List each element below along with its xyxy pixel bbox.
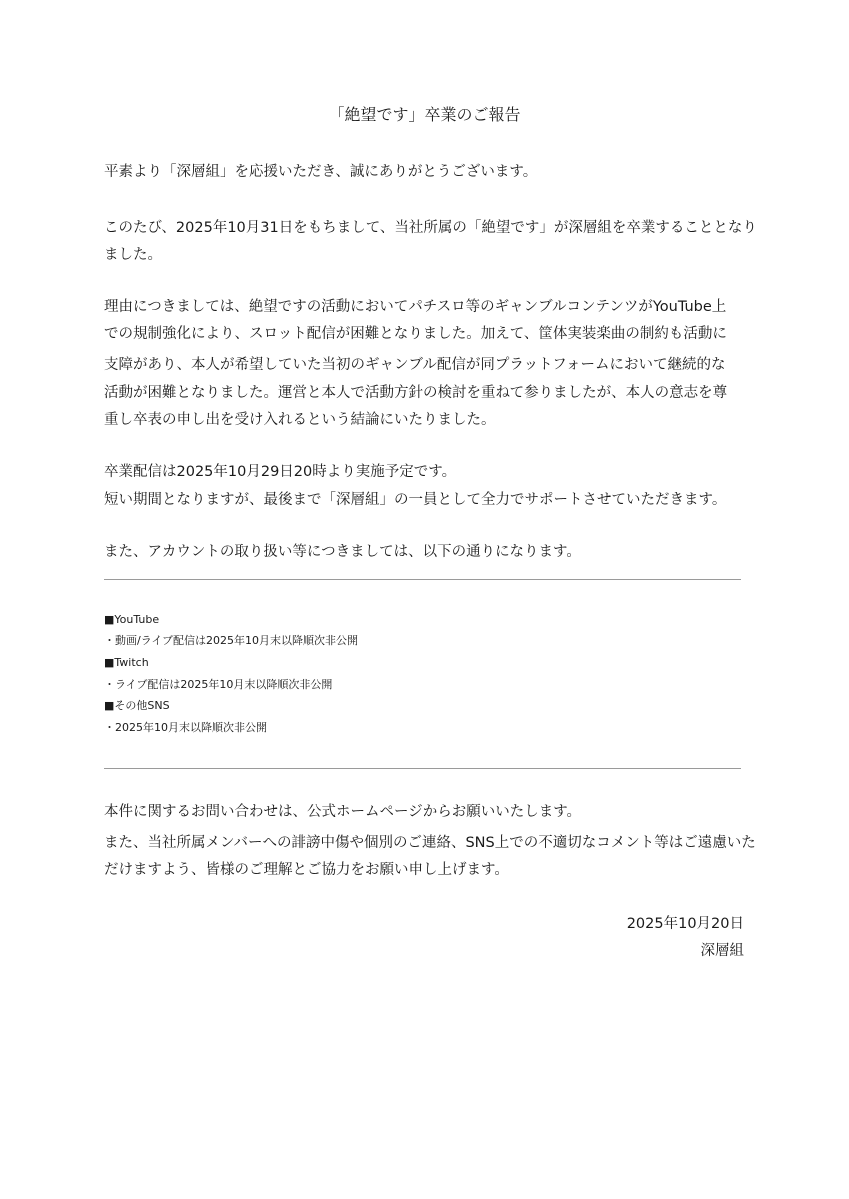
accounts-youtube-detail: ・動画/ライブ配信は2025年10月末以降順次非公開 [104, 634, 359, 647]
closing-line-3: だけますよう、皆様のご理解とご協力をお願い申し上げます。 [104, 862, 509, 878]
accounts-youtube-heading: ■YouTube [104, 613, 160, 626]
closing-line-1: 本件に関するお問い合わせは、公式ホームページからお願いいたします。 [104, 804, 582, 820]
accounts-sns-detail: ・2025年10月末以降順次非公開 [104, 721, 267, 734]
document-signature: 深層組 [700, 943, 744, 959]
accounts-twitch-detail: ・ライブ配信は2025年10月末以降順次非公開 [104, 678, 333, 691]
accounts-twitch-heading: ■Twitch [104, 656, 149, 669]
document-title: 「絶望です」卒業のご報告 [328, 105, 521, 124]
greeting-paragraph: 平素より「深層組」を応援いただき、誠にありがとうございます。 [104, 164, 538, 180]
reason-line-4: 活動が困難となりました。運営と本人で活動方針の検討を重ねて参りましたが、本人の意志を尊 [104, 385, 728, 401]
accounts-sns-heading: ■その他SNS [104, 699, 170, 712]
reason-line-2: での規制強化により、スロット配信が困難となりました。加えて、筐体実装楽曲の制約も活動に [104, 326, 727, 342]
divider-bottom [104, 768, 741, 769]
announcement-line-2: ました。 [104, 247, 162, 263]
reason-line-3: 支障があり、本人が希望していた当初のギャンブル配信が同プラットフォームにおいて継続的な [104, 357, 726, 373]
divider-top [104, 579, 741, 580]
document-date: 2025年10月20日 [626, 916, 744, 932]
accounts-intro: また、アカウントの取り扱い等につきましては、以下の通りになります。 [104, 544, 581, 560]
announcement-line-1: このたび、2025年10月31日をもちまして、当社所属の「絶望です」が深層組を卒業することとなり [104, 220, 757, 236]
reason-line-1: 理由につきましては、絶望ですの活動においてパチスロ等のギャンブルコンテンツがYouTube上 [104, 299, 727, 315]
closing-line-2: また、当社所属メンバーへの誹謗中傷や個別のご連絡、SNS上での不適切なコメント等はご遠慮いた [104, 835, 756, 851]
graduation-stream-line-1: 卒業配信は2025年10月29日20時より実施予定です。 [104, 464, 457, 480]
reason-line-5: 重し卒表の申し出を受け入れるという結論にいたりました。 [104, 412, 496, 428]
graduation-stream-line-2: 短い期間となりますが、最後まで「深層組」の一員として全力でサポートさせていただきます。 [104, 492, 727, 508]
